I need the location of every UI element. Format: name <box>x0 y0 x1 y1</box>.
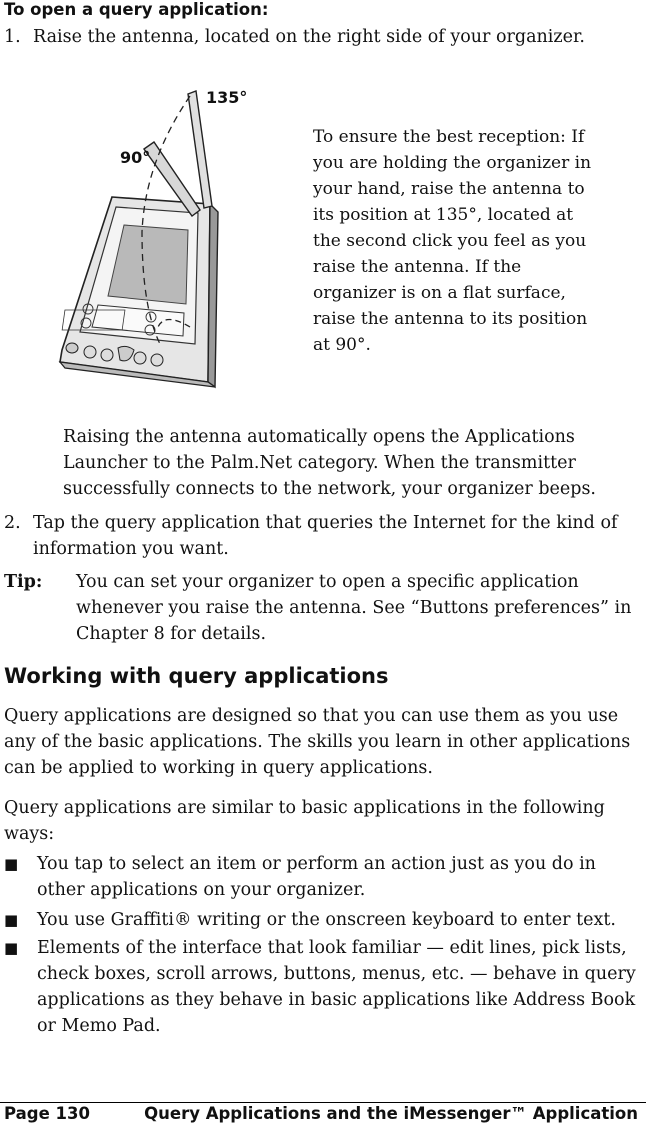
step-2 <box>4 510 640 564</box>
bullet-mark: ■ <box>4 911 19 929</box>
step-number: 2. <box>4 513 21 533</box>
tip <box>4 569 644 649</box>
step-1 <box>4 24 640 50</box>
bullet-text: Elements of the interface that look familiar — edit lines, pick lists, check boxes, scroll arrows, buttons, menus, etc. — behave in query applications as they behave in basic applications like Address Book or Memo Pad. <box>37 938 636 1036</box>
section-heading: Working with query applications <box>4 664 389 688</box>
organizer-illustration <box>50 82 300 392</box>
step-text: Raise the antenna, located on the right side of your organizer. <box>33 27 585 47</box>
chapter-title: Query Applications and the iMessenger™ Application <box>144 1104 638 1123</box>
bullet-mark: ■ <box>4 855 19 873</box>
angle-label-90: 90° <box>120 148 151 167</box>
bullet-mark: ■ <box>4 939 19 957</box>
procedure-heading: To open a query application: <box>4 0 269 19</box>
angle-label-135: 135° <box>206 88 248 107</box>
tip-text: You can set your organizer to open a specific application whenever you raise the antenna. See “Buttons preferences” in Chapter 8 for details. <box>76 572 632 644</box>
page-number: Page 130 <box>4 1104 90 1123</box>
paragraph: Query applications are similar to basic applications in the following ways: <box>4 798 605 844</box>
paragraph: Query applications are designed so that you can use them as you use any of the basic applications. The skills you learn in other applications can be applied to working in query applications. <box>4 706 631 778</box>
bullet-item <box>4 935 644 1039</box>
bullet-text: You tap to select an item or perform an action just as you do in other applications on your organizer. <box>37 854 596 900</box>
step-text: Tap the query application that queries the Internet for the kind of information you want. <box>33 513 618 559</box>
step-number: 1. <box>4 27 21 47</box>
figure-caption: To ensure the best reception: If you are holding the organizer in your hand, raise the antenna to its position at 135°, located at the second click you feel as you raise the antenna. If the organizer is on a flat surface, raise the antenna to its position at 90°. <box>313 127 592 355</box>
bullet-item <box>4 907 644 933</box>
bullet-item <box>4 851 644 905</box>
tip-label: Tip: <box>4 572 43 592</box>
organizer-drawing <box>50 82 300 392</box>
antenna-note: Raising the antenna automatically opens the Applications Launcher to the Palm.Net category. When the transmitter successfully connects to the network, your organizer beeps. <box>63 427 596 499</box>
bullet-text: You use Graffiti® writing or the onscreen keyboard to enter text. <box>37 910 616 930</box>
footer-rule <box>0 1102 646 1103</box>
